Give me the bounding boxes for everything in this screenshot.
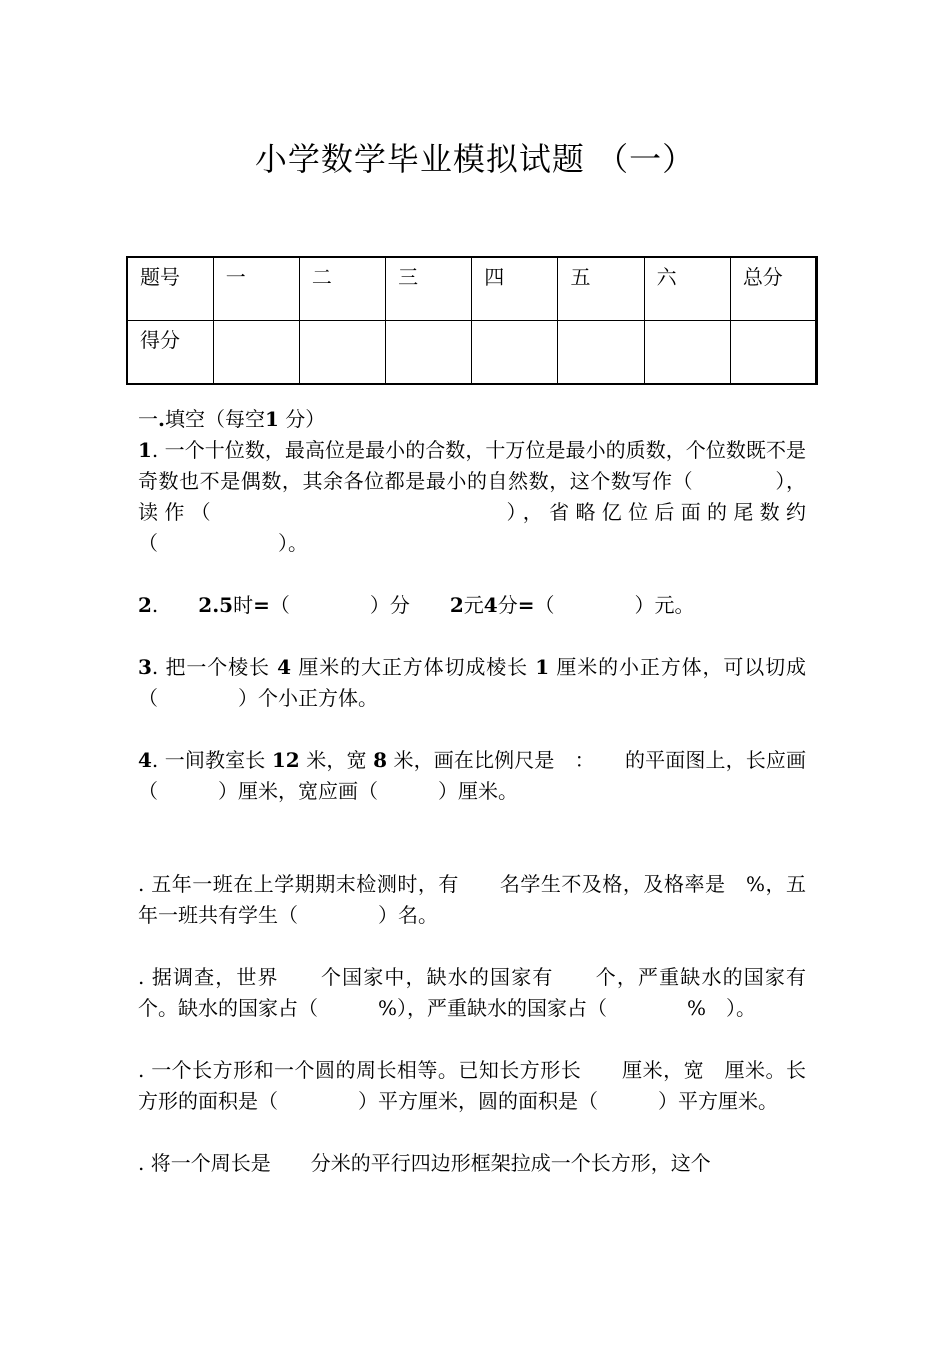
question-3: 3. 把一个棱长 4 厘米的大正方体切成棱长 1 厘米的小正方体，可以切成（ ）个小正方体。	[138, 655, 807, 710]
score-table-header-cell: 四	[472, 257, 558, 321]
question-7: . 一个长方形和一个圆的周长相等。已知长方形长 厘米，宽 厘米。长方形的面积是（ ）平方厘米，圆的面积是（ ）平方厘米。	[138, 1058, 806, 1113]
question-8: . 将一个周长是 分米的平行四边形框架拉成一个长方形，这个	[138, 1151, 711, 1175]
score-table-header-cell: 五	[558, 257, 644, 321]
question-2: 2. 2.5时=（ ）分 2元4分=（ ）元。	[138, 593, 695, 617]
page-title: 小学数学毕业模拟试题 （一）	[254, 140, 696, 178]
score-table-header-cell: 三	[386, 257, 472, 321]
score-cell	[472, 321, 558, 385]
score-cell	[730, 321, 816, 385]
section-heading: 一.填空（每空1 分）	[138, 407, 326, 431]
score-cell	[644, 321, 730, 385]
score-cell	[386, 321, 472, 385]
score-table-header-row	[127, 257, 817, 321]
score-table-header-cell: 一	[213, 257, 299, 321]
question-4: 4. 一间教室长 12 米，宽 8 米，画在比例尺是 ： 的平面图上，长应画（ ）厘米，宽应画（ ）厘米。	[138, 748, 807, 803]
score-cell	[299, 321, 385, 385]
score-table-header-cell: 总分	[730, 257, 816, 321]
score-table-header-cell: 二	[299, 257, 385, 321]
question-1: 1. 一个十位数，最高位是最小的合数，十万位是最小的质数，个位数既不是奇数也不是偶数，其余各位都是最小的自然数，这个数写作（ ），读作（ ），省略亿位后面的尾数约（ ）。	[138, 438, 806, 555]
score-table-header-cell: 六	[644, 257, 730, 321]
question-6: . 据调查，世界 个国家中，缺水的国家有 个，严重缺水的国家有 个。缺水的国家占（ %），严重缺水的国家占（ % ）。	[138, 965, 846, 1020]
questions-section	[138, 404, 846, 1179]
score-table-header-cell: 题号	[127, 257, 213, 321]
score-row-label: 得分	[127, 321, 213, 385]
score-table-score-row	[127, 321, 817, 385]
score-table	[126, 256, 818, 385]
score-cell	[213, 321, 299, 385]
score-cell	[558, 321, 644, 385]
question-5: . 五年一班在上学期期末检测时，有 名学生不及格，及格率是 %，五年一班共有学生（ ）名。	[138, 872, 806, 927]
